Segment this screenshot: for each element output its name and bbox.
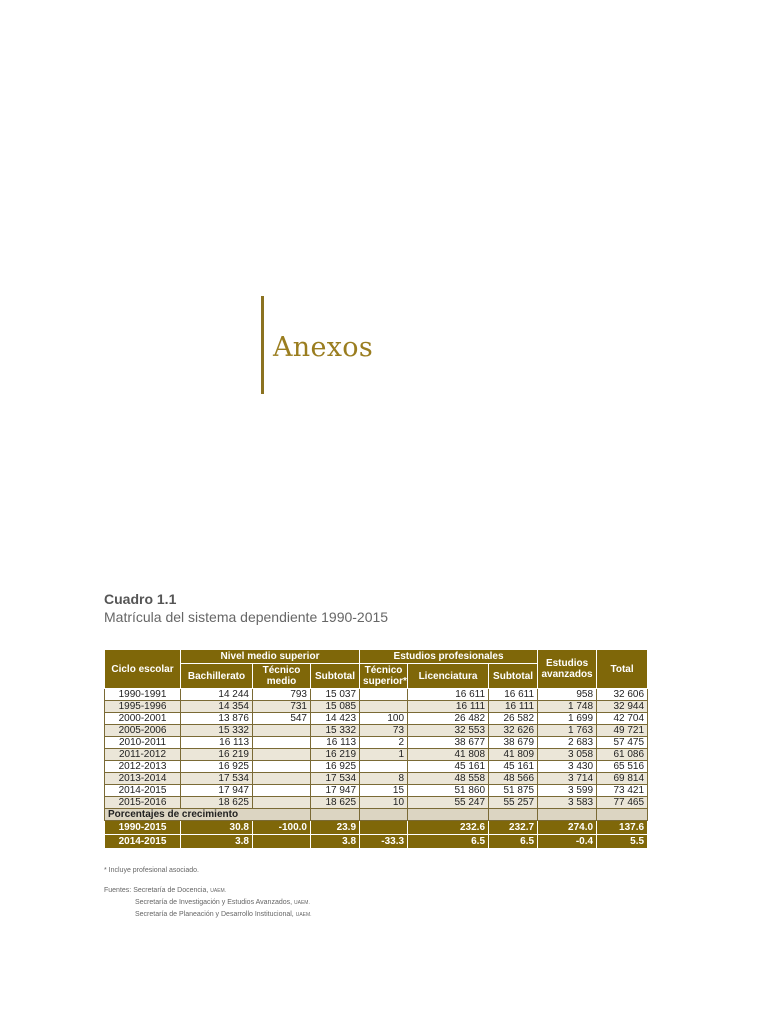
table-cell: 17 534 [311, 773, 360, 785]
cell-ciclo: 1990-1991 [105, 689, 181, 701]
table-cell: 55 257 [489, 797, 538, 809]
table-cell: 38 679 [489, 737, 538, 749]
source-org-3: UAEM. [295, 912, 312, 918]
table-cell: 23.9 [311, 821, 360, 835]
table-cell [311, 809, 360, 821]
table-cell: 731 [253, 701, 311, 713]
sources-label: Fuentes: [104, 887, 132, 894]
table-cell: 5.5 [597, 835, 648, 849]
table-body [105, 689, 648, 849]
table-cell: 45 161 [489, 761, 538, 773]
table-cell: 17 947 [311, 785, 360, 797]
table-cell: 3 430 [538, 761, 597, 773]
table-cell: 8 [360, 773, 408, 785]
table-cell: 73 421 [597, 785, 648, 797]
table-cell: 2 683 [538, 737, 597, 749]
table-cell: 100 [360, 713, 408, 725]
table-cell: 15 085 [311, 701, 360, 713]
table-cell: 547 [253, 713, 311, 725]
table-cell: 26 582 [489, 713, 538, 725]
table-row [105, 797, 648, 809]
table-cell: 18 625 [181, 797, 253, 809]
table-cell: 16 611 [489, 689, 538, 701]
table-cell [253, 725, 311, 737]
table-cell [360, 809, 408, 821]
header-licenciatura: Licenciatura [408, 664, 489, 689]
table-cell [253, 761, 311, 773]
table-cell: 15 332 [181, 725, 253, 737]
table-cell: -0.4 [538, 835, 597, 849]
table-cell: 65 516 [597, 761, 648, 773]
table-cell: 13 876 [181, 713, 253, 725]
table-cell [360, 701, 408, 713]
table-row [105, 725, 648, 737]
cell-ciclo: 2011-2012 [105, 749, 181, 761]
cell-periodo: 1990-2015 [105, 821, 181, 835]
table-cell: 41 809 [489, 749, 538, 761]
table-cell: 57 475 [597, 737, 648, 749]
table-cell: 1 [360, 749, 408, 761]
table-cell: 26 482 [408, 713, 489, 725]
table-cell: 17 947 [181, 785, 253, 797]
source-text-1: Secretaría de Docencia, [133, 887, 209, 894]
table-cell: 42 704 [597, 713, 648, 725]
table-cell: 32 944 [597, 701, 648, 713]
header-nivel-medio-superior: Nivel medio superior [181, 650, 360, 664]
header-tecnico-superior: Técnico superior* [360, 664, 408, 689]
table-caption-label: Cuadro 1.1 [104, 591, 177, 607]
table-cell: 137.6 [597, 821, 648, 835]
table-cell: 3.8 [311, 835, 360, 849]
cell-ciclo: 2013-2014 [105, 773, 181, 785]
table-cell: 14 354 [181, 701, 253, 713]
table-cell [253, 785, 311, 797]
header-tecnico-medio: Técnico medio [253, 664, 311, 689]
table-cell: 15 332 [311, 725, 360, 737]
footnote: * Incluye profesional asociado. [104, 867, 199, 874]
table-cell: 15 [360, 785, 408, 797]
table-row [105, 785, 648, 797]
cell-ciclo: 2012-2013 [105, 761, 181, 773]
growth-row [105, 835, 648, 849]
header-estudios-avanzados: Estudios avanzados [538, 650, 597, 689]
table-cell: 55 247 [408, 797, 489, 809]
cell-ciclo: 2000-2001 [105, 713, 181, 725]
table-cell: 6.5 [408, 835, 489, 849]
source-text-3: Secretaría de Planeación y Desarrollo Institucional, [135, 911, 294, 918]
table-row [105, 773, 648, 785]
table-cell: 73 [360, 725, 408, 737]
table-cell: 10 [360, 797, 408, 809]
cell-ciclo: 2015-2016 [105, 797, 181, 809]
table-row [105, 713, 648, 725]
table-cell: 16 113 [181, 737, 253, 749]
table-cell: 17 534 [181, 773, 253, 785]
table-cell [408, 809, 489, 821]
header-subtotal-nms: Subtotal [311, 664, 360, 689]
table-cell [253, 773, 311, 785]
header-ciclo-escolar: Ciclo escolar [105, 650, 181, 689]
table-cell: 3 058 [538, 749, 597, 761]
table-cell: 2 [360, 737, 408, 749]
table-cell: 51 875 [489, 785, 538, 797]
table-cell: 3 599 [538, 785, 597, 797]
table-cell: 32 553 [408, 725, 489, 737]
cell-ciclo: 2010-2011 [105, 737, 181, 749]
table-cell [489, 809, 538, 821]
section-title: Anexos [273, 332, 374, 363]
cell-ciclo: 2014-2015 [105, 785, 181, 797]
sources-block [104, 885, 312, 921]
table-row [105, 701, 648, 713]
table-cell [538, 809, 597, 821]
table-cell: 16 111 [408, 701, 489, 713]
table-row [105, 737, 648, 749]
table-cell: 16 219 [311, 749, 360, 761]
table-row [105, 689, 648, 701]
table-cell: 69 814 [597, 773, 648, 785]
table-cell: 32 626 [489, 725, 538, 737]
table-cell: 41 808 [408, 749, 489, 761]
table-cell: 14 244 [181, 689, 253, 701]
source-text-2: Secretaría de Investigación y Estudios Avanzados, [135, 899, 293, 906]
table-cell: 16 925 [311, 761, 360, 773]
source-line-2 [104, 897, 312, 909]
table-cell: 30.8 [181, 821, 253, 835]
table-cell: 48 566 [489, 773, 538, 785]
table-cell: 15 037 [311, 689, 360, 701]
table-cell: 49 721 [597, 725, 648, 737]
table-cell: 61 086 [597, 749, 648, 761]
table-cell [253, 749, 311, 761]
table-cell: 18 625 [311, 797, 360, 809]
table-cell [360, 821, 408, 835]
source-org-2: UAEM. [294, 900, 310, 906]
growth-section-row [105, 809, 648, 821]
cell-ciclo: 1995-1996 [105, 701, 181, 713]
table-cell: 3 714 [538, 773, 597, 785]
table-cell: 48 558 [408, 773, 489, 785]
header-subtotal-ep: Subtotal [489, 664, 538, 689]
table-cell: 51 860 [408, 785, 489, 797]
table-cell: 32 606 [597, 689, 648, 701]
cell-ciclo: 2005-2006 [105, 725, 181, 737]
table-row [105, 749, 648, 761]
cell-periodo: 2014-2015 [105, 835, 181, 849]
vertical-divider [261, 296, 264, 394]
table-cell [253, 835, 311, 849]
table-cell: 232.6 [408, 821, 489, 835]
table-cell: 16 925 [181, 761, 253, 773]
table-cell: 16 113 [311, 737, 360, 749]
table-cell: 16 611 [408, 689, 489, 701]
table-cell [597, 809, 648, 821]
table-cell: -33.3 [360, 835, 408, 849]
table-cell: 16 219 [181, 749, 253, 761]
table-cell [253, 737, 311, 749]
table-caption-subtitle: Matrícula del sistema dependiente 1990-2015 [104, 609, 389, 625]
source-line-1 [104, 885, 312, 897]
table-cell: 793 [253, 689, 311, 701]
enrollment-table [104, 649, 648, 849]
table-cell: 77 465 [597, 797, 648, 809]
table-cell: 16 111 [489, 701, 538, 713]
table-cell [253, 797, 311, 809]
table-cell: 3.8 [181, 835, 253, 849]
growth-section-label: Porcentajes de crecimiento [105, 809, 311, 821]
header-bachillerato: Bachillerato [181, 664, 253, 689]
table-cell: 14 423 [311, 713, 360, 725]
table-cell: 38 677 [408, 737, 489, 749]
table-cell: 6.5 [489, 835, 538, 849]
table-cell: -100.0 [253, 821, 311, 835]
table-cell: 958 [538, 689, 597, 701]
table-cell: 45 161 [408, 761, 489, 773]
table-cell: 274.0 [538, 821, 597, 835]
growth-row [105, 821, 648, 835]
table-cell [360, 761, 408, 773]
header-total: Total [597, 650, 648, 689]
table-cell: 1 699 [538, 713, 597, 725]
table-cell [360, 689, 408, 701]
table-cell: 1 748 [538, 701, 597, 713]
table-cell: 1 763 [538, 725, 597, 737]
source-org-1: UAEM. [210, 888, 227, 894]
table-cell: 3 583 [538, 797, 597, 809]
table-cell: 232.7 [489, 821, 538, 835]
header-estudios-profesionales: Estudios profesionales [360, 650, 538, 664]
source-line-3 [104, 909, 312, 921]
table-row [105, 761, 648, 773]
